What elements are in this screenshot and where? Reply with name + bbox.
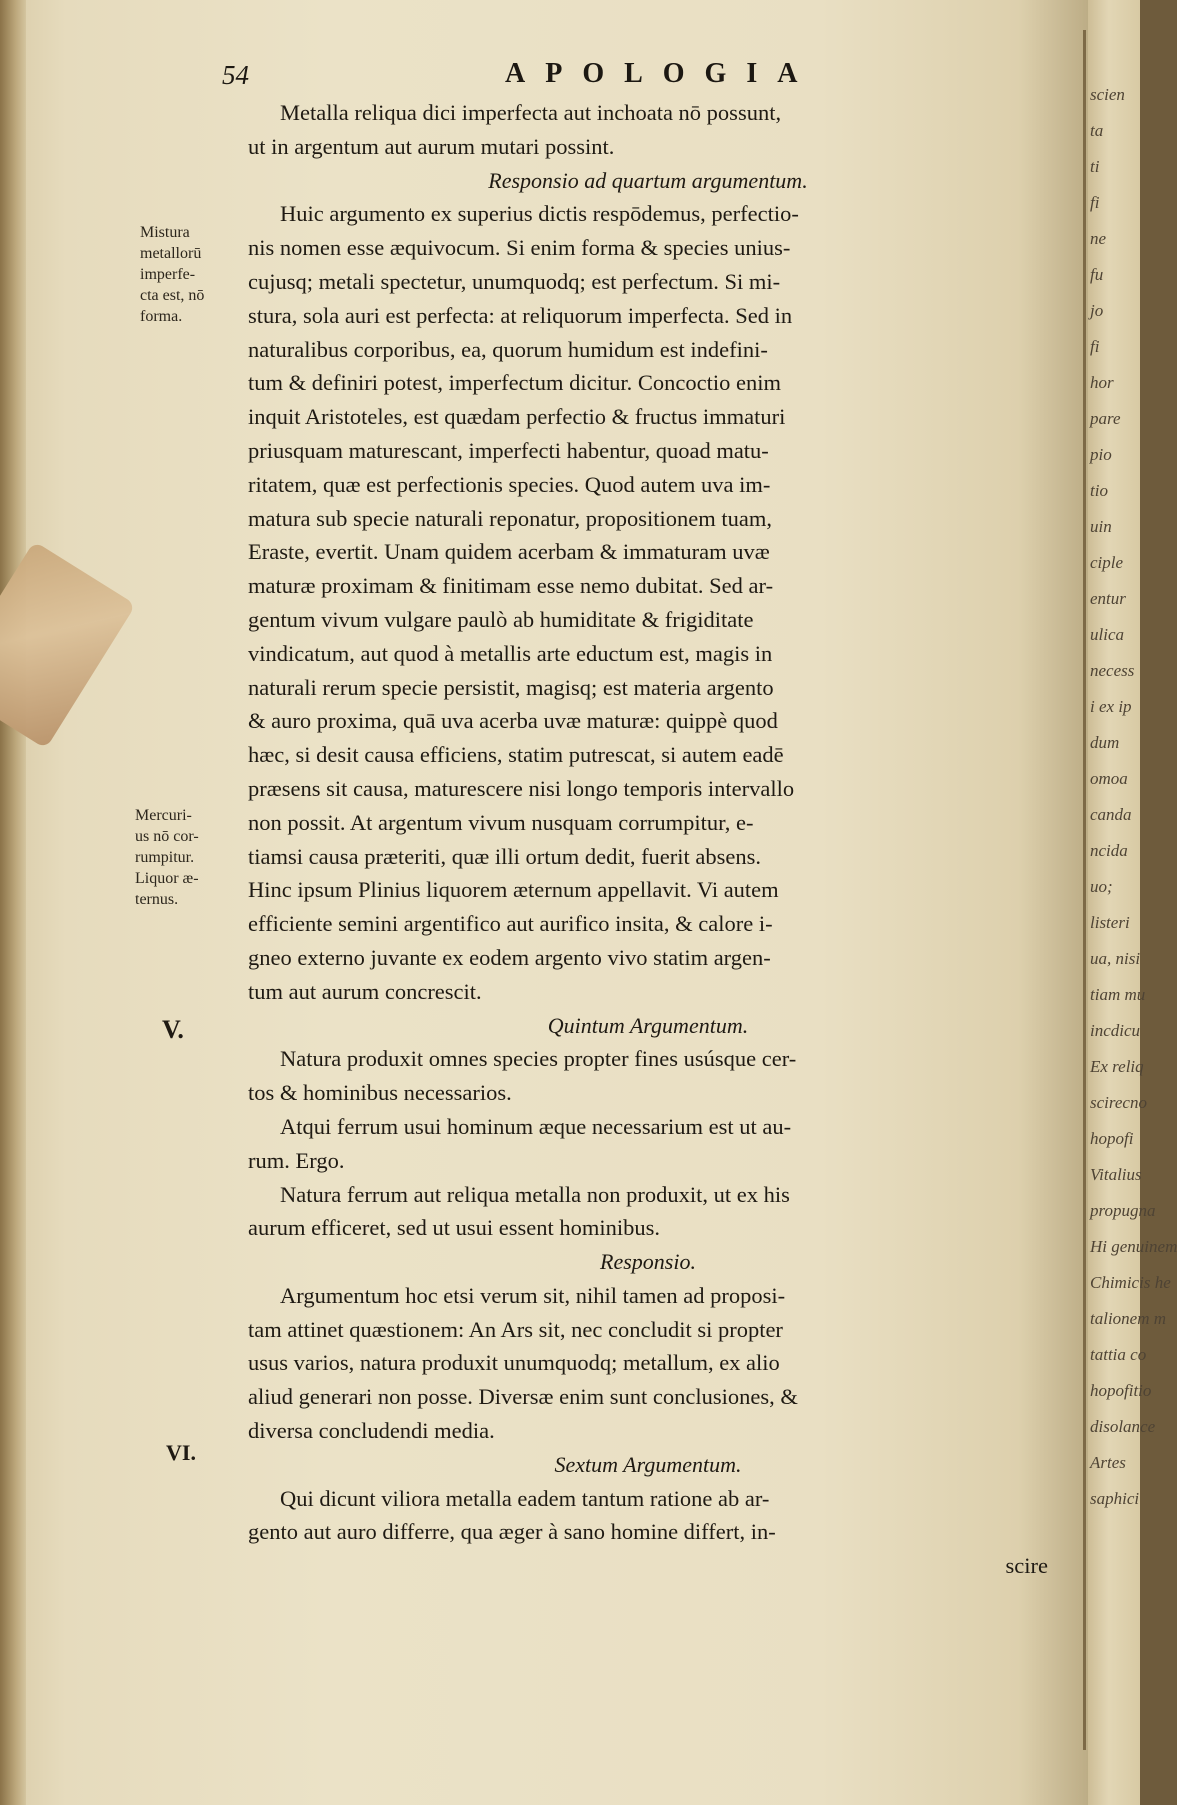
next-page-fragment: tattia co xyxy=(1090,1345,1147,1364)
text-line: hæc, si desit causa efficiens, statim putrescat, si autem eadē xyxy=(248,742,784,768)
next-page-fragment: entur xyxy=(1090,589,1126,608)
next-page-fragment: hopofitio xyxy=(1090,1381,1152,1400)
next-page-fragment: disolance xyxy=(1090,1417,1156,1436)
margin-note-mercurius: Mercuri- us nō cor- rumpitur. Liquor æ- ternus. xyxy=(135,807,199,908)
next-page-fragment: fu xyxy=(1090,265,1104,284)
paper-bookmark xyxy=(0,541,136,749)
next-page-fragment: listeri xyxy=(1090,913,1130,932)
next-page-fragment: scien xyxy=(1090,85,1125,104)
text-line: Qui dicunt viliora metalla eadem tantum ratione ab ar- xyxy=(280,1485,770,1511)
page-number: 54 xyxy=(222,60,249,90)
main-text-block xyxy=(248,96,1048,1583)
next-page-fragment: ua, nisi xyxy=(1090,949,1141,968)
text-line: gentum vivum vulgare paulò ab humiditate & frigiditate xyxy=(248,606,754,632)
book-gutter xyxy=(0,0,26,1805)
next-page-fragment: necess xyxy=(1090,661,1135,680)
page-header xyxy=(0,56,1095,96)
next-page-fragment: fi xyxy=(1090,193,1100,212)
text-line: usus varios, natura produxit unumquodq; metallum, ex alio xyxy=(248,1350,780,1376)
next-page-fragment: fi xyxy=(1090,337,1100,356)
page-fold xyxy=(1083,30,1086,1750)
next-page-fragment: ta xyxy=(1090,121,1104,140)
text-line: matura sub specie naturali reponatur, propositionem tuam, xyxy=(248,505,772,531)
next-page-fragment: Vitalius xyxy=(1090,1165,1142,1184)
next-page-fragment: ncida xyxy=(1090,841,1128,860)
next-page-fragment: ulica xyxy=(1090,625,1124,644)
next-page-fragment: ciple xyxy=(1090,553,1124,572)
next-page-fragment: pare xyxy=(1090,409,1121,428)
text-line: non possit. At argentum vivum nusquam corrumpitur, e- xyxy=(248,809,754,835)
section-heading-sextum: Sextum Argumentum. xyxy=(554,1451,742,1477)
next-page-fragment: canda xyxy=(1090,805,1132,824)
next-page-fragment: uo; xyxy=(1090,877,1113,896)
next-page-fragment: Chimicis he xyxy=(1090,1273,1171,1292)
text-line: Eraste, evertit. Unam quidem acerbam & immaturam uvæ xyxy=(248,539,770,565)
text-line: inquit Aristoteles, est quædam perfectio & fructus immaturi xyxy=(248,404,786,430)
text-line: Natura ferrum aut reliqua metalla non produxit, ut ex his xyxy=(280,1181,790,1207)
text-line: aliud generari non posse. Diversæ enim sunt conclusiones, & xyxy=(248,1384,798,1410)
section-heading-quintum: Quintum Argumentum. xyxy=(547,1012,749,1038)
text-line: præsens sit causa, maturescere nisi longo temporis intervallo xyxy=(248,775,795,801)
next-page-fragment: uin xyxy=(1090,517,1112,536)
text-line: priusquam maturescant, imperfecti habentur, quoad matu- xyxy=(248,437,769,463)
text-line: vindicatum, aut quod à metallis arte eductum est, magis in xyxy=(248,640,773,666)
text-line: ritatem, quæ est perfectionis species. Quod autem uva im- xyxy=(248,471,771,497)
text-line: maturæ proximam & finitimam esse nemo dubitat. Sed ar- xyxy=(248,573,774,599)
text-line: gneo externo juvante ex eodem argento vivo statim argen- xyxy=(248,944,771,970)
next-page-fragment: pio xyxy=(1090,445,1112,464)
next-page-fragment: hopofi xyxy=(1090,1129,1134,1148)
margin-numeral-vi: VI. xyxy=(166,1440,196,1465)
text-line: Atqui ferrum usui hominum æque necessarium est ut au- xyxy=(280,1113,792,1139)
text-line: gento aut auro differre, qua æger à sano homine differt, in- xyxy=(248,1519,776,1545)
catchword: scire xyxy=(1005,1553,1048,1579)
margin-numeral-v: V. xyxy=(162,1015,184,1044)
text-line: tum & definiri potest, imperfectum dicitur. Concoctio enim xyxy=(248,370,782,396)
next-page-fragment: tio xyxy=(1090,481,1108,500)
next-page-fragment: tiam mu xyxy=(1090,985,1146,1004)
next-page-fragment: saphici xyxy=(1090,1489,1140,1508)
next-page-fragment: ti xyxy=(1090,157,1100,176)
text-line: tos & hominibus necessarios. xyxy=(248,1080,512,1106)
next-page-fragment: omoa xyxy=(1090,769,1128,788)
text-line: tiamsi causa præteriti, quæ illi ortum dedit, fuerit absens. xyxy=(248,843,762,869)
text-line: Metalla reliqua dici imperfecta aut inchoata nō possunt, xyxy=(280,100,782,125)
text-line: stura, sola auri est perfecta: at reliquorum imperfecta. Sed in xyxy=(248,302,793,328)
next-page-fragment: i ex ip xyxy=(1090,697,1132,716)
next-page-edge xyxy=(1088,0,1177,1805)
text-line: nis nomen esse æquivocum. Si enim forma & species unius- xyxy=(248,235,791,261)
next-page-fragment: Artes xyxy=(1090,1453,1126,1472)
text-line: naturalibus corporibus, ea, quorum humidum est indefini- xyxy=(248,336,768,362)
text-line: Huic argumento ex superius dictis respōdemus, perfectio- xyxy=(280,201,799,227)
text-line: aurum efficeret, sed ut usui essent hominibus. xyxy=(248,1215,660,1241)
section-heading-responsio: Responsio. xyxy=(600,1249,696,1275)
next-page-fragment: Hi genuinem xyxy=(1090,1237,1177,1256)
text-line: Argumentum hoc etsi verum sit, nihil tamen ad proposi- xyxy=(280,1282,786,1308)
next-page-fragment: hor xyxy=(1090,373,1114,392)
text-line: Hinc ipsum Plinius liquorem æternum appellavit. Vi autem xyxy=(248,877,779,903)
next-page-fragment: talionem m xyxy=(1090,1309,1167,1328)
next-page-fragment: Ex reliq xyxy=(1090,1057,1144,1076)
text-line: & auro proxima, quā uva acerba uvæ maturæ: quippè quod xyxy=(248,708,778,734)
next-page-fragment: incdicu xyxy=(1090,1021,1141,1040)
running-title: APOLOGIA xyxy=(505,58,818,89)
text-line: rum. Ergo. xyxy=(248,1147,345,1173)
next-page-fragment: ne xyxy=(1090,229,1107,248)
next-page-fragment: dum xyxy=(1090,733,1120,752)
margin-note-mistura: Mistura metallorū imperfe- cta est, nō forma. xyxy=(140,224,205,325)
text-line: ut in argentum aut aurum mutari possint. xyxy=(248,133,615,159)
text-line: efficiente semini argentifico aut aurifico insita, & calore i- xyxy=(248,911,773,937)
next-page-fragment: scirecno xyxy=(1090,1093,1147,1112)
section-heading-responsio-quartum: Responsio ad quartum argumentum. xyxy=(488,167,808,193)
text-line: Natura produxit omnes species propter fines usúsque cer- xyxy=(280,1046,797,1072)
next-page-fragment: propugna xyxy=(1090,1201,1156,1220)
text-line: cujusq; metali spectetur, unumquodq; est perfectum. Si mi- xyxy=(248,268,781,294)
text-line: diversa concludendi media. xyxy=(248,1418,495,1444)
next-page-fragment: jo xyxy=(1090,301,1104,320)
text-line: naturali rerum specie persistit, magisq; est materia argento xyxy=(248,674,774,700)
text-line: tum aut aurum concrescit. xyxy=(248,978,482,1004)
text-line: tam attinet quæstionem: An Ars sit, nec concludit si propter xyxy=(248,1316,783,1342)
